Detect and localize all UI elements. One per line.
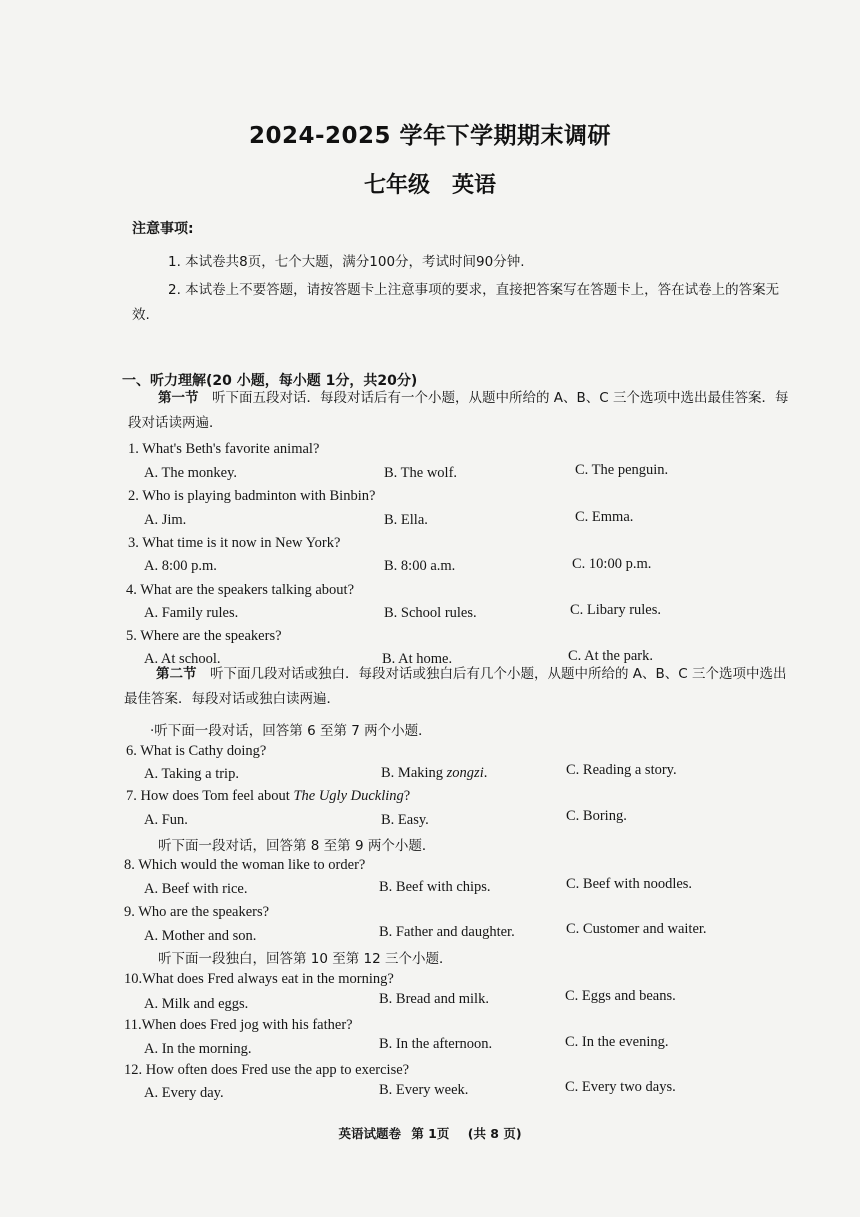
q1-option-b: B. The wolf. (384, 465, 458, 481)
q6-option-c: C. Reading a story. (566, 762, 677, 778)
q5-option-b: B. At home. (382, 651, 453, 667)
sub-instruction-8-9: 听下面一段对话，回答第 8 至第 9 两个小题． (158, 838, 436, 854)
q3-option-a: A. 8:00 p.m. (144, 558, 217, 574)
q11-option-a: A. In the morning. (144, 1041, 252, 1057)
q7-italic-title: The Ugly Duckling (293, 788, 404, 804)
sub-instruction-6-7: ·听下面一段对话，回答第 6 至第 7 两个小题． (150, 723, 432, 739)
q2-option-a: A. Jim. (144, 512, 187, 528)
q9-option-c: C. Customer and waiter. (566, 921, 707, 937)
q4-option-b: B. School rules. (384, 605, 477, 621)
q7-text: 7. How does Tom feel about (126, 788, 294, 804)
q2-option-c: C. Emma. (575, 509, 634, 525)
question-9: 9. Who are the speakers? (124, 904, 270, 920)
q5-option-c: C. At the park. (568, 648, 653, 664)
q7-option-a: A. Fun. (144, 812, 188, 828)
q6-option-a: A. Taking a trip. (144, 766, 239, 782)
footer-page-number: 第 1页 (411, 1126, 450, 1141)
question-4: 4. What are the speakers talking about? (126, 582, 355, 598)
q1-option-c: C. The penguin. (575, 462, 669, 478)
q5-option-a: A. At school. (144, 651, 221, 667)
q8-option-a: A. Beef with rice. (144, 881, 248, 897)
q1-option-a: A. The monkey. (144, 465, 238, 481)
q11-option-b: B. In the afternoon. (379, 1036, 493, 1052)
part2-text: 听下面几段对话或独白．每段对话或独白后有几个小题，从题中所给的 A、B、C 三个选项中选出最佳答案．每段对话或独白读两遍． (124, 666, 787, 707)
part1-label: 第一节 (158, 390, 199, 406)
question-3: 3. What time is it now in New York? (128, 535, 341, 551)
q9-option-b: B. Father and daughter. (379, 924, 515, 940)
section-heading: 一、听力理解(20 小题，每小题 1分，共20分) (122, 373, 418, 389)
question-6: 6. What is Cathy doing? (126, 743, 267, 759)
sub-instruction-10-12: 听下面一段独白，回答第 10 至第 12 三个小题． (158, 951, 453, 967)
q6-option-b-end: . (483, 765, 488, 781)
q12-option-c: C. Every two days. (565, 1079, 676, 1095)
question-11: 11.When does Fred jog with his father? (124, 1017, 353, 1033)
q6-option-b (381, 765, 487, 782)
q2-option-b: B. Ella. (384, 512, 428, 528)
question-2: 2. Who is playing badminton with Binbin? (128, 488, 376, 504)
q10-option-a: A. Milk and eggs. (144, 996, 249, 1012)
exam-title: 2024-2025 学年下学期期末调研 (248, 123, 612, 149)
exam-subtitle: 七年级 英语 (363, 173, 496, 198)
q4-option-a: A. Family rules. (144, 605, 239, 621)
q10-option-c: C. Eggs and beans. (565, 988, 676, 1004)
q12-option-b: B. Every week. (379, 1082, 469, 1098)
question-8: 8. Which would the woman like to order? (124, 857, 366, 873)
q10-option-b: B. Bread and milk. (379, 991, 489, 1007)
footer-label: 英语试题卷 (338, 1126, 401, 1141)
q7-option-c: C. Boring. (566, 808, 627, 824)
part2-label: 第二节 (156, 666, 197, 682)
notice-item-1: 1. 本试卷共8页，七个大题，满分100分，考试时间90分钟. (168, 254, 525, 270)
notice-heading: 注意事项: (132, 221, 194, 237)
q7-option-b: B. Easy. (381, 812, 429, 828)
q9-option-a: A. Mother and son. (144, 928, 257, 944)
question-12: 12. How often does Fred use the app to exercise? (124, 1062, 410, 1078)
part1-instruction (128, 386, 790, 436)
q3-option-c: C. 10:00 p.m. (572, 556, 652, 572)
part2-instruction (124, 662, 788, 712)
q6-option-b-italic: zongzi (446, 765, 484, 781)
q6-option-b-text: B. Making (381, 765, 447, 781)
q7-end: ? (403, 788, 411, 804)
footer-total-pages: (共 8 页) (467, 1126, 522, 1141)
question-7 (126, 788, 410, 805)
question-5: 5. Where are the speakers? (126, 628, 282, 644)
q11-option-c: C. In the evening. (565, 1034, 669, 1050)
question-10: 10.What does Fred always eat in the morning? (124, 971, 394, 987)
q12-option-a: A. Every day. (144, 1085, 224, 1101)
q8-option-c: C. Beef with noodles. (566, 876, 693, 892)
q3-option-b: B. 8:00 a.m. (384, 558, 456, 574)
part1-text: 听下面五段对话．每段对话后有一个小题，从题中所给的 A、B、C 三个选项中选出最佳答案．每段对话读两遍． (128, 390, 789, 431)
q4-option-c: C. Libary rules. (570, 602, 662, 618)
question-1: 1. What's Beth's favorite animal? (128, 441, 320, 457)
notice-item-2: 2. 本试卷上不要答题，请按答题卡上注意事项的要求，直接把答案写在答题卡上，答在试卷上的答案无效. (132, 282, 780, 323)
page-footer (0, 1124, 860, 1142)
q8-option-b: B. Beef with chips. (379, 879, 491, 895)
